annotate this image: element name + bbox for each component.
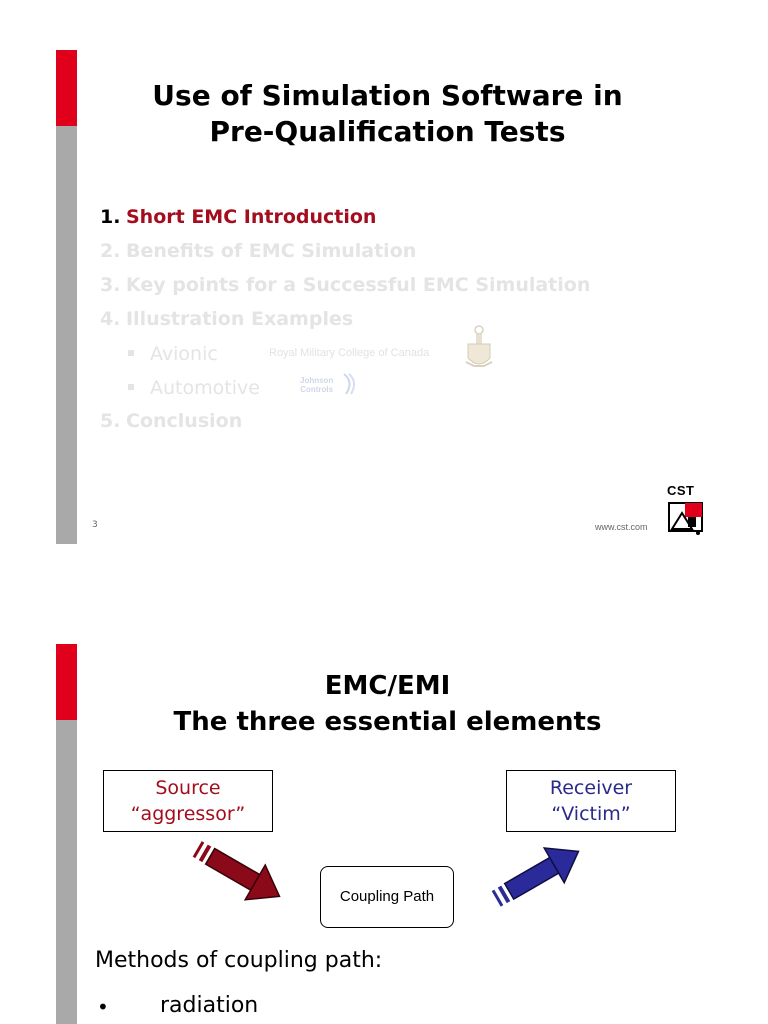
square-bullet-icon: [128, 384, 134, 390]
agenda-item-3: [100, 272, 590, 306]
agenda-label: Illustration Examples: [126, 308, 354, 330]
accent-bar-red-2: [56, 644, 77, 720]
title-line-1: Use of Simulation Software in: [152, 79, 623, 112]
method-radiation: radiation: [160, 993, 259, 1018]
agenda-item-2: [100, 238, 590, 272]
bullet-dot: •: [97, 995, 109, 1019]
accent-bar-grey-2: [56, 720, 77, 1024]
agenda-conclusion-wrap: [100, 408, 242, 434]
agenda-list: [100, 204, 590, 340]
title-line-2: The three essential elements: [173, 707, 602, 737]
square-bullet-icon: [128, 350, 134, 356]
jc-line-1: Johnson: [300, 376, 334, 385]
sub-item-label: Avionic: [150, 343, 218, 365]
agenda-label: Benefits of EMC Simulation: [126, 240, 417, 262]
methods-heading: Methods of coupling path:: [95, 948, 383, 973]
source-sublabel: “aggressor”: [130, 803, 246, 825]
source-label: Source: [155, 777, 221, 799]
johnson-controls-mark-icon: [340, 372, 360, 396]
page-number: 3: [92, 520, 98, 530]
agenda-number: 5.: [100, 410, 121, 432]
receiver-sublabel: “Victim”: [551, 803, 631, 825]
cst-logo-text: CST: [667, 483, 695, 498]
receiver-arrow-icon: [484, 838, 594, 908]
agenda-item-1: [100, 204, 590, 238]
footer-url: www.cst.com: [595, 522, 648, 532]
agenda-item-5: [100, 408, 242, 434]
source-box: [103, 770, 273, 832]
receiver-label: Receiver: [549, 777, 633, 799]
cst-logo-icon: [668, 499, 706, 537]
coupling-path-box: Coupling Path: [320, 866, 454, 928]
sub-item-avionic: [128, 341, 218, 371]
sub-item-label: Automotive: [150, 377, 260, 399]
agenda-item-4: [100, 306, 590, 340]
accent-bar-grey: [56, 126, 77, 544]
agenda-number: 4.: [100, 308, 121, 330]
source-arrow-icon: [186, 838, 296, 908]
agenda-label: Short EMC Introduction: [126, 206, 377, 228]
johnson-controls-logo: [300, 376, 333, 394]
title-line-2: Pre-Qualification Tests: [209, 115, 566, 148]
title-line-1: EMC/EMI: [324, 671, 451, 701]
agenda-number: 1.: [100, 206, 121, 228]
slide-1-title: [100, 78, 675, 150]
sub-item-automotive: [128, 375, 260, 405]
rmc-crest-icon: [464, 324, 494, 372]
jc-line-2: Controls: [300, 385, 334, 394]
agenda-label: Key points for a Successful EMC Simulation: [126, 274, 591, 296]
agenda-number: 3.: [100, 274, 121, 296]
receiver-box: [506, 770, 676, 832]
agenda-number: 2.: [100, 240, 121, 262]
agenda-label: Conclusion: [126, 410, 243, 432]
sponsor-rmc: Royal Military College of Canada: [269, 347, 430, 359]
slide-2-title: [100, 668, 675, 740]
accent-bar-red: [56, 50, 77, 126]
